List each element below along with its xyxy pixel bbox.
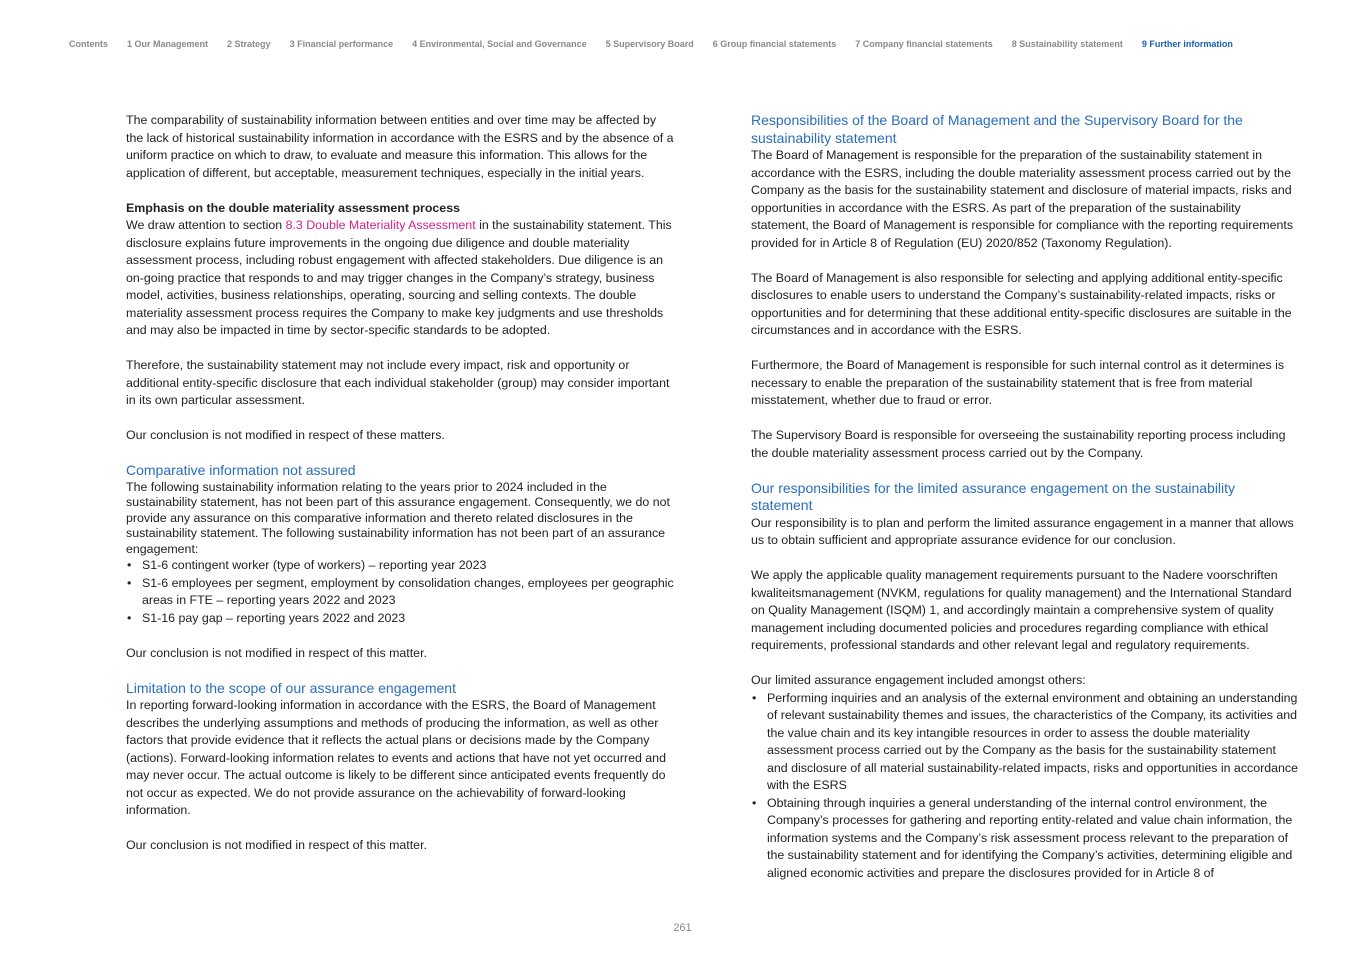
section-heading: Our responsibilities for the limited assurance engagement on the sustainability statement — [751, 479, 1236, 513]
list-item: • Obtaining through inquiries a general understanding of the internal control environment, the Company’s processes for gathering and reporting entity-related and value chain information, the information systems and the Company’s risk assessment process relevant to the preparation of the sustainability statement and for identifying the Company’s activities, determining eligible and aligned economic activities and prepare the disclosures provided for in Article 8 of — [767, 795, 1299, 883]
paragraph: Furthermore, the Board of Management is responsible for such internal control as it determines is necessary to enable the preparation of the sustainability statement that is free from material misstatement, whether due to fraud or error. — [751, 358, 1285, 407]
paragraph: The Board of Management is also responsible for selecting and applying additional entity-specific disclosures to enable users to understand the Company’s sustainability-related impacts, risks or opportunities and for determining that these additional entity-specific disclosures are suitable in the circumstances and in accordance with the ESRS. — [751, 270, 1292, 337]
paragraph: Our limited assurance engagement included amongst others: — [751, 673, 1086, 687]
section-heading: Responsibilities of the Board of Management and the Supervisory Board for the sustainability statement — [751, 112, 1243, 146]
section-heading: Limitation to the scope of our assurance engagement — [126, 679, 456, 696]
bullet-list — [751, 690, 1299, 883]
section-heading: Comparative information not assured — [126, 462, 356, 478]
nav-financial-performance[interactable]: 3 Financial performance — [289, 39, 394, 49]
nav-esg[interactable]: 4 Environmental, Social and Governance — [412, 39, 587, 49]
nav-supervisory-board[interactable]: 5 Supervisory Board — [605, 39, 694, 49]
paragraph: Our responsibility is to plan and perform the limited assurance engagement in a manner that allows us to obtain sufficient and appropriate assurance evidence for our conclusion. — [751, 515, 1294, 547]
left-column — [126, 112, 674, 872]
text: We draw attention to section — [126, 218, 286, 232]
paragraph: Therefore, the sustainability statement may not include every impact, risk and opportunity or additional entity-specific disclosure that each individual stakeholder (group) may consider important in its own particular assessment. — [126, 358, 670, 407]
nav-contents[interactable]: Contents — [69, 39, 108, 49]
paragraph: The Supervisory Board is responsible for overseeing the sustainability reporting process including the double materiality assessment process carried out by the Company. — [751, 428, 1286, 460]
paragraph: In reporting forward-looking information in accordance with the ESRS, the Board of Management describes the underlying assumptions and methods of producing the information, as well as other factors that provide evidence that it reflects the actual plans or decisions made by the Company (actions). Forward-looking information relates to events and actions that have not yet occurred and may never occur. The actual outcome is likely to be different since anticipated events frequently do not occur as expected. We do not provide assurance on the achievability of forward-looking information. — [126, 698, 666, 818]
list-item: • S1-16 pay gap – reporting years 2022 and 2023 — [142, 610, 674, 628]
top-navigation — [69, 39, 1252, 49]
paragraph: Our conclusion is not modified in respect of these matters. — [126, 428, 445, 442]
paragraph: The Board of Management is responsible for the preparation of the sustainability statement in accordance with the ESRS, including the double materiality assessment process carried out by the Company as the basis for the sustainability statement and disclosure of material impacts, risks and opportunities in accordance with the ESRS. As part of the preparation of the sustainability statement, the Board of Management is responsible for compliance with the reporting requirements provided for in Article 8 of Regulation (EU) 2020/852 (Taxonomy Regulation). — [751, 148, 1294, 250]
nav-group-financial-statements[interactable]: 6 Group financial statements — [712, 39, 837, 49]
nav-company-financial-statements[interactable]: 7 Company financial statements — [855, 39, 993, 49]
bullet-list — [126, 557, 674, 627]
nav-sustainability-statement[interactable]: 8 Sustainability statement — [1011, 39, 1123, 49]
paragraph: The comparability of sustainability information between entities and over time may be affected by the lack of historical sustainability information in accordance with the ESRS and by the absence of a uniform practice on which to draw, to evaluate and measure this information. This allows for the application of different, but acceptable, measurement techniques, especially in the initial years. — [126, 113, 674, 180]
paragraph: Our conclusion is not modified in respect of this matter. — [126, 838, 427, 853]
nav-strategy[interactable]: 2 Strategy — [227, 39, 271, 49]
right-column — [751, 112, 1299, 882]
paragraph: We apply the applicable quality management requirements pursuant to the Nadere voorschriften kwaliteitsmanagement (NVKM, regulations for quality management) and the International Standard on Quality Management (ISQM) 1, and accordingly maintain a comprehensive system of quality management including documented policies and procedures regarding compliance with ethical requirements, professional standards and other relevant legal and regulatory requirements. — [751, 568, 1292, 652]
nav-further-information[interactable]: 9 Further information — [1141, 39, 1233, 49]
paragraph: Our conclusion is not modified in respect of this matter. — [126, 645, 427, 660]
list-item: • S1-6 employees per segment, employment by consolidation changes, employees per geographic areas in FTE – reporting years 2022 and 2023 — [142, 575, 674, 610]
text: in the sustainability statement. This disclosure explains future improvements in the ongoing due diligence and double materiality assessment process, including robust engagement with affected stakeholders. Due diligence is an on-going practice that responds to and may trigger changes in the Company’s strategy, business model, activities, business relationships, operating, sourcing and selling contexts. The double materiality assessment process requires the Company to make key judgments and use thresholds and may also be impacted in time by sector-specific standards to be adopted. — [126, 218, 672, 337]
paragraph — [126, 217, 674, 340]
paragraph: The following sustainability information relating to the years prior to 2024 included in the sustainability statement, has not been part of this assurance engagement. Consequently, we do not provide any assurance on this comparative information and thereto related disclosures in the sustainability statement. The following sustainability information has not been part of an assurance engagement: — [126, 479, 670, 556]
nav-our-management[interactable]: 1 Our Management — [127, 39, 209, 49]
list-item: • Performing inquiries and an analysis of the external environment and obtaining an understanding of relevant sustainability themes and issues, the characteristics of the Company, its activities and the value chain and its key intangible resources in order to assess the double materiality assessment process carried out by the Company as the basis for the sustainability statement and disclosure of all material sustainability-related impacts, risks and opportunities in accordance with the ESRS — [767, 690, 1299, 795]
list-item: • S1-6 contingent worker (type of workers) – reporting year 2023 — [142, 557, 674, 575]
section-link[interactable]: 8.3 Double Materiality Assessment — [285, 218, 476, 232]
section-heading: Emphasis on the double materiality assessment process — [126, 200, 460, 215]
page-number: 261 — [673, 922, 692, 934]
